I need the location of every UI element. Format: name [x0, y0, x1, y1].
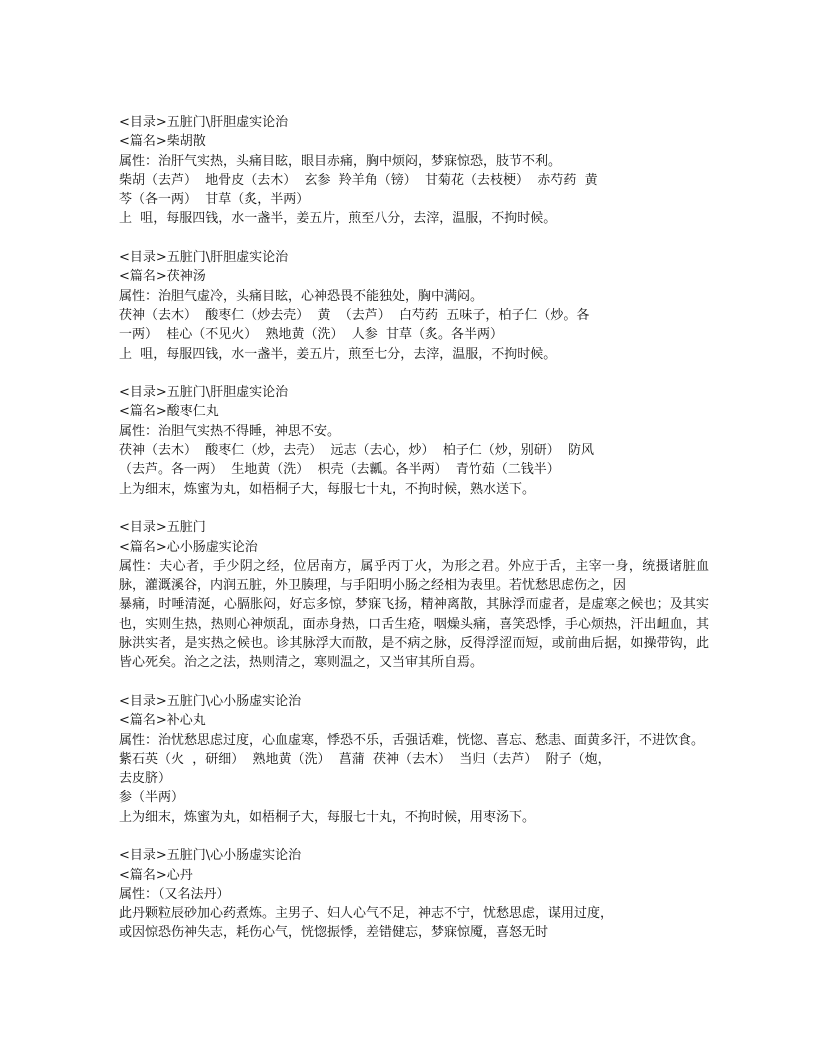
ingredients-line: 参（半两）: [119, 790, 185, 806]
catalog-line: <目录>五脏门\心小肠虚实论治: [119, 693, 302, 709]
title-line: <篇名>心小肠虚实论治: [119, 539, 258, 555]
ingredients-line: 一两） 桂心（不见火） 熟地黄（洗） 人参 甘草（炙。各半两）: [119, 327, 504, 343]
method-line: 上为细末，炼蜜为丸，如梧桐子大，每服七十丸，不拘时候，用枣汤下。: [119, 809, 536, 825]
description-line: 此丹颗粒辰砂加心药煮炼。主男子、妇人心气不足，神志不宁，忧愁思虑，谋用过度，: [119, 906, 614, 922]
ingredients-line: 柴胡（去芦） 地骨皮（去木） 玄参 羚羊角（镑） 甘菊花（去枝梗） 赤芍药 黄: [119, 172, 598, 188]
title-line: <篇名>酸枣仁丸: [119, 404, 219, 420]
title-line: <篇名>柴胡散: [119, 134, 206, 150]
title-line: <篇名>补心丸: [119, 713, 206, 729]
entry-buxin-wan: [119, 692, 709, 827]
attribute-paragraph: 属性：夫心者，手少阴之经，位居南方，属乎丙丁火，为形之君。外应于舌，主宰一身，统摄诸脏血脉，灌溉溪谷，内润五脏，外卫腠理，与手阳明小肠之经相为表里。若忧愁思虑伤之，因: [119, 558, 709, 594]
attribute-line: 属性：治胆气实热不得睡，神思不安。: [119, 423, 341, 439]
title-line: <篇名>心丹: [119, 867, 193, 883]
attribute-line: 属性：治肝气实热，头痛目眩，眼目赤痛，胸中烦闷，梦寐惊恐，肢节不利。: [119, 153, 562, 169]
ingredients-line: 茯神（去木） 酸枣仁（炒，去壳） 远志（去心，炒） 柏子仁（炒，别研） 防风: [119, 443, 595, 459]
entry-xin-xiaochang-lunzhi: [119, 518, 709, 672]
ingredients-line: （去芦。各一两） 生地黄（洗） 枳壳（去瓤。各半两） 青竹茹（二钱半）: [119, 462, 560, 478]
catalog-line: <目录>五脏门\肝胆虚实论治: [119, 385, 289, 401]
method-line: 上 咀，每服四钱，水一盏半，姜五片，煎至八分，去滓，温服，不拘时候。: [119, 211, 557, 227]
description-line: 或因惊恐伤神失志，耗伤心气，恍惚振悸，差错健忘，梦寐惊魇，喜怒无时: [119, 925, 549, 941]
discussion-paragraph: 暴痛，时唾清涎，心膈胀闷，好忘多惊，梦寐飞扬，精神离散，其脉浮而虚者，是虚寒之候也；及其实也，实则生热，热则心神烦乱，面赤身热，口舌生疮，咽燥头痛，喜笑恐悸，手心烦热，汗出衄血，其脉洪实者，是实热之候也。诊其脉浮大而散，是不病之脉，反得浮涩而短，或前曲后据，如操带钩，此皆心死矣。治之之法，热则清之，寒则温之，又当审其所自焉。: [119, 597, 709, 671]
catalog-line: <目录>五脏门: [119, 520, 206, 536]
entry-chaihu-san: [119, 113, 709, 229]
catalog-line: <目录>五脏门\肝胆虚实论治: [119, 115, 289, 130]
ingredients-line: 茯神（去木） 酸枣仁（炒去壳） 黄 （去芦） 白芍药 五味子，柏子仁（炒。各: [119, 307, 590, 323]
attribute-paragraph: 属性：治忧愁思虑过度，心血虚寒，悸恐不乐，舌强话难，恍惚、喜忘、愁恚、面黄多汗，不进饮食。: [119, 732, 705, 748]
entry-xin-dan: [119, 846, 709, 942]
title-line: <篇名>茯神汤: [119, 269, 206, 285]
entry-suanzaoren-wan: [119, 383, 709, 499]
document-page: [119, 113, 709, 962]
method-line: 上为细末，炼蜜为丸，如梧桐子大，每服七十丸，不拘时候，熟水送下。: [119, 481, 536, 497]
ingredients-line: 芩（各一两） 甘草（炙，半两）: [119, 192, 310, 208]
catalog-line: <目录>五脏门\心小肠虚实论治: [119, 848, 302, 864]
ingredients-line: 紫石英（火 ，研细） 熟地黄（洗） 菖蒲 茯神（去木） 当归（去芦） 附子（炮，: [119, 751, 611, 767]
method-line: 上 咀，每服四钱，水一盏半，姜五片，煎至七分，去滓，温服，不拘时候。: [119, 346, 557, 362]
catalog-line: <目录>五脏门\肝胆虚实论治: [119, 250, 289, 266]
attribute-line: 属性：（又名法丹）: [119, 886, 230, 902]
entry-fushen-tang: [119, 248, 709, 364]
ingredients-line: 去皮脐）: [119, 771, 172, 787]
attribute-line: 属性：治胆气虚冷，头痛目眩，心神恐畏不能独处，胸中满闷。: [119, 288, 484, 304]
